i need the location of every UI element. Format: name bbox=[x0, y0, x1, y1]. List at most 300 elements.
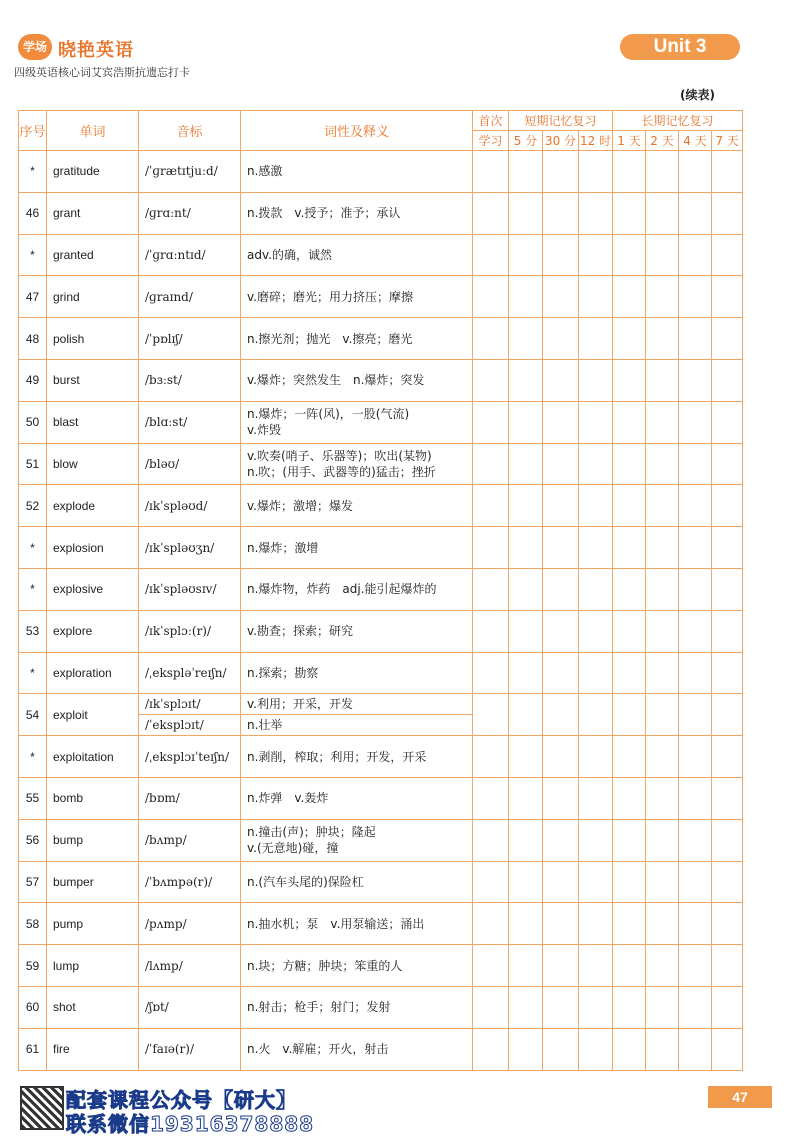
checkbox-cell[interactable] bbox=[473, 401, 509, 443]
checkbox-cell[interactable] bbox=[579, 192, 613, 234]
checkbox-cell[interactable] bbox=[543, 694, 579, 736]
checkbox-cell[interactable] bbox=[543, 401, 579, 443]
checkbox-cell[interactable] bbox=[613, 1028, 646, 1070]
table-row bbox=[19, 359, 743, 401]
checkbox-cell[interactable] bbox=[712, 234, 743, 276]
checkbox-cell[interactable] bbox=[579, 861, 613, 903]
checkbox-cell[interactable] bbox=[509, 610, 543, 652]
checkbox-cell[interactable] bbox=[509, 903, 543, 945]
checkbox-cell[interactable] bbox=[712, 401, 743, 443]
checkbox-cell[interactable] bbox=[646, 359, 679, 401]
table-row bbox=[19, 694, 743, 715]
checkbox-cell[interactable] bbox=[712, 736, 743, 778]
checkbox-cell[interactable] bbox=[712, 652, 743, 694]
header-word: 单词 bbox=[47, 111, 139, 151]
row-phonetic: /bləʊ/ bbox=[139, 443, 241, 485]
row-word: blast bbox=[47, 401, 139, 443]
checkbox-cell[interactable] bbox=[712, 318, 743, 360]
checkbox-cell[interactable] bbox=[712, 945, 743, 987]
row-phonetic: /ˈfaɪə(r)/ bbox=[139, 1028, 241, 1070]
meaning-line: n.探索；勘察 bbox=[247, 665, 319, 680]
row-word: pump bbox=[47, 903, 139, 945]
checkbox-cell[interactable] bbox=[646, 527, 679, 569]
header-index: 序号 bbox=[19, 111, 47, 151]
checkbox-cell[interactable] bbox=[473, 443, 509, 485]
checkbox-cell[interactable] bbox=[613, 192, 646, 234]
checkbox-cell[interactable] bbox=[579, 736, 613, 778]
checkbox-cell[interactable] bbox=[712, 443, 743, 485]
checkbox-cell[interactable] bbox=[509, 151, 543, 193]
checkbox-cell[interactable] bbox=[543, 610, 579, 652]
continued-label: (续表) bbox=[680, 88, 715, 102]
checkbox-cell[interactable] bbox=[509, 694, 543, 736]
checkbox-cell[interactable] bbox=[679, 777, 712, 819]
checkbox-cell[interactable] bbox=[613, 443, 646, 485]
checkbox-cell[interactable] bbox=[712, 527, 743, 569]
row-word: exploitation bbox=[47, 736, 139, 778]
row-phonetic: /bɜːst/ bbox=[139, 359, 241, 401]
row-number: 51 bbox=[19, 443, 47, 485]
row-number: 54 bbox=[19, 694, 47, 736]
checkbox-cell[interactable] bbox=[509, 318, 543, 360]
checkbox-cell[interactable] bbox=[679, 568, 712, 610]
checkbox-cell[interactable] bbox=[543, 945, 579, 987]
checkbox-cell[interactable] bbox=[646, 903, 679, 945]
checkbox-cell[interactable] bbox=[712, 819, 743, 861]
checkbox-cell[interactable] bbox=[579, 945, 613, 987]
row-phonetic: /blɑːst/ bbox=[139, 401, 241, 443]
checkbox-cell[interactable] bbox=[712, 568, 743, 610]
header-meaning: 词性及释义 bbox=[241, 111, 473, 151]
checkbox-cell[interactable] bbox=[646, 192, 679, 234]
checkbox-cell[interactable] bbox=[579, 1028, 613, 1070]
meaning-line: v.利用；开采，开发 bbox=[247, 697, 353, 712]
checkbox-cell[interactable] bbox=[646, 694, 679, 736]
row-meaning bbox=[241, 568, 473, 610]
checkbox-cell[interactable] bbox=[543, 652, 579, 694]
checkbox-cell[interactable] bbox=[509, 192, 543, 234]
checkbox-cell[interactable] bbox=[473, 151, 509, 193]
row-meaning bbox=[241, 443, 473, 485]
checkbox-cell[interactable] bbox=[543, 1028, 579, 1070]
checkbox-cell[interactable] bbox=[613, 819, 646, 861]
row-phonetic: /ɪkˈspləʊd/ bbox=[139, 485, 241, 527]
row-phonetic: /pʌmp/ bbox=[139, 903, 241, 945]
table-row bbox=[19, 819, 743, 861]
checkbox-cell[interactable] bbox=[509, 234, 543, 276]
checkbox-cell[interactable] bbox=[679, 610, 712, 652]
checkbox-cell[interactable] bbox=[579, 276, 613, 318]
row-word: grind bbox=[47, 276, 139, 318]
promo-line-2: 联系微信19316378888 bbox=[66, 1112, 315, 1136]
row-meaning bbox=[241, 318, 473, 360]
checkbox-cell[interactable] bbox=[613, 359, 646, 401]
row-phonetic: /ɪkˈspləʊsɪv/ bbox=[139, 568, 241, 610]
row-word: shot bbox=[47, 986, 139, 1028]
checkbox-cell[interactable] bbox=[509, 652, 543, 694]
page-number: 47 bbox=[708, 1086, 772, 1108]
checkbox-cell[interactable] bbox=[543, 443, 579, 485]
header-short-30min: 30 分 bbox=[543, 131, 579, 151]
row-phonetic: /lʌmp/ bbox=[139, 945, 241, 987]
row-phonetic: /ʃɒt/ bbox=[139, 986, 241, 1028]
checkbox-cell[interactable] bbox=[509, 1028, 543, 1070]
checkbox-cell[interactable] bbox=[613, 610, 646, 652]
checkbox-cell[interactable] bbox=[679, 485, 712, 527]
checkbox-cell[interactable] bbox=[613, 527, 646, 569]
checkbox-cell[interactable] bbox=[473, 359, 509, 401]
row-word: blow bbox=[47, 443, 139, 485]
row-phonetic: /ɪkˈsplɔː(r)/ bbox=[139, 610, 241, 652]
checkbox-cell[interactable] bbox=[473, 861, 509, 903]
row-number: 59 bbox=[19, 945, 47, 987]
row-word: gratitude bbox=[47, 151, 139, 193]
meaning-line: v.爆炸；激增；爆发 bbox=[247, 498, 353, 513]
row-meaning bbox=[241, 861, 473, 903]
checkbox-cell[interactable] bbox=[613, 861, 646, 903]
row-meaning bbox=[241, 777, 473, 819]
row-meaning bbox=[241, 151, 473, 193]
checkbox-cell[interactable] bbox=[473, 1028, 509, 1070]
meaning-line: n.抽水机；泵 v.用泵输送；涌出 bbox=[247, 916, 425, 931]
header-long-1d: 1 天 bbox=[613, 131, 646, 151]
table-row bbox=[19, 610, 743, 652]
checkbox-cell[interactable] bbox=[509, 443, 543, 485]
checkbox-cell[interactable] bbox=[509, 485, 543, 527]
row-number: * bbox=[19, 568, 47, 610]
meaning-line: n.拨款 v.授予；准予；承认 bbox=[247, 206, 401, 221]
checkbox-cell[interactable] bbox=[543, 485, 579, 527]
checkbox-cell[interactable] bbox=[613, 777, 646, 819]
checkbox-cell[interactable] bbox=[613, 401, 646, 443]
row-number: 60 bbox=[19, 986, 47, 1028]
header-first-sub: 学习 bbox=[473, 131, 509, 151]
checkbox-cell[interactable] bbox=[473, 527, 509, 569]
checkbox-cell[interactable] bbox=[712, 276, 743, 318]
qr-code-icon bbox=[20, 1086, 64, 1130]
checkbox-cell[interactable] bbox=[646, 234, 679, 276]
header-short-review: 短期记忆复习 bbox=[509, 111, 613, 131]
checkbox-cell[interactable] bbox=[473, 192, 509, 234]
checkbox-cell[interactable] bbox=[473, 568, 509, 610]
meaning-line: n.擦光剂；抛光 v.擦亮；磨光 bbox=[247, 331, 413, 346]
row-word: granted bbox=[47, 234, 139, 276]
checkbox-cell[interactable] bbox=[543, 527, 579, 569]
brand-name: 晓艳英语 bbox=[58, 40, 134, 61]
checkbox-cell[interactable] bbox=[613, 151, 646, 193]
checkbox-cell[interactable] bbox=[579, 443, 613, 485]
checkbox-cell[interactable] bbox=[613, 694, 646, 736]
checkbox-cell[interactable] bbox=[679, 151, 712, 193]
row-phonetic: /ɪkˈspləʊʒn/ bbox=[139, 527, 241, 569]
checkbox-cell[interactable] bbox=[473, 276, 509, 318]
row-number: 46 bbox=[19, 192, 47, 234]
row-phonetic: /ɡrɑːnt/ bbox=[139, 192, 241, 234]
checkbox-cell[interactable] bbox=[679, 234, 712, 276]
checkbox-cell[interactable] bbox=[509, 777, 543, 819]
meaning-line: n.爆炸物，炸药 adj.能引起爆炸的 bbox=[247, 582, 437, 597]
checkbox-cell[interactable] bbox=[473, 694, 509, 736]
checkbox-cell[interactable] bbox=[646, 568, 679, 610]
checkbox-cell[interactable] bbox=[579, 986, 613, 1028]
row-number: 48 bbox=[19, 318, 47, 360]
row-phonetic: /ˌeksplɔɪˈteɪʃn/ bbox=[139, 736, 241, 778]
checkbox-cell[interactable] bbox=[679, 318, 712, 360]
checkbox-cell[interactable] bbox=[646, 945, 679, 987]
checkbox-cell[interactable] bbox=[646, 986, 679, 1028]
table-row bbox=[19, 318, 743, 360]
checkbox-cell[interactable] bbox=[579, 401, 613, 443]
checkbox-cell[interactable] bbox=[712, 359, 743, 401]
header-long-2d: 2 天 bbox=[646, 131, 679, 151]
checkbox-cell[interactable] bbox=[543, 192, 579, 234]
checkbox-cell[interactable] bbox=[509, 819, 543, 861]
table-row bbox=[19, 151, 743, 193]
checkbox-cell[interactable] bbox=[579, 359, 613, 401]
meaning-line: n.(汽车头尾的)保险杠 bbox=[247, 874, 364, 889]
checkbox-cell[interactable] bbox=[579, 234, 613, 276]
row-word: exploration bbox=[47, 652, 139, 694]
checkbox-cell[interactable] bbox=[646, 819, 679, 861]
checkbox-cell[interactable] bbox=[509, 527, 543, 569]
checkbox-cell[interactable] bbox=[679, 192, 712, 234]
checkbox-cell[interactable] bbox=[646, 1028, 679, 1070]
checkbox-cell[interactable] bbox=[646, 861, 679, 903]
checkbox-cell[interactable] bbox=[646, 610, 679, 652]
checkbox-cell[interactable] bbox=[613, 568, 646, 610]
row-meaning bbox=[241, 986, 473, 1028]
meaning-line: v.勘查；探索；研究 bbox=[247, 624, 353, 639]
checkbox-cell[interactable] bbox=[613, 234, 646, 276]
checkbox-cell[interactable] bbox=[543, 151, 579, 193]
checkbox-cell[interactable] bbox=[543, 986, 579, 1028]
checkbox-cell[interactable] bbox=[712, 777, 743, 819]
checkbox-cell[interactable] bbox=[679, 694, 712, 736]
checkbox-cell[interactable] bbox=[712, 986, 743, 1028]
checkbox-cell[interactable] bbox=[579, 694, 613, 736]
row-phonetic: /bʌmp/ bbox=[139, 819, 241, 861]
row-phonetic: /ˈɡrætɪtjuːd/ bbox=[139, 151, 241, 193]
row-phonetic: /ɪkˈsplɔɪt/ bbox=[139, 694, 241, 715]
checkbox-cell[interactable] bbox=[543, 318, 579, 360]
checkbox-cell[interactable] bbox=[509, 861, 543, 903]
row-phonetic: /bɒm/ bbox=[139, 777, 241, 819]
row-number: * bbox=[19, 151, 47, 193]
row-word: bumper bbox=[47, 861, 139, 903]
checkbox-cell[interactable] bbox=[613, 485, 646, 527]
checkbox-cell[interactable] bbox=[543, 568, 579, 610]
checkbox-cell[interactable] bbox=[543, 903, 579, 945]
header-first: 首次 bbox=[473, 111, 509, 131]
meaning-line: v.炸毁 bbox=[247, 423, 281, 438]
checkbox-cell[interactable] bbox=[712, 1028, 743, 1070]
meaning-line: n.剥削，榨取；利用；开发，开采 bbox=[247, 749, 427, 764]
checkbox-cell[interactable] bbox=[712, 861, 743, 903]
checkbox-cell[interactable] bbox=[579, 903, 613, 945]
checkbox-cell[interactable] bbox=[679, 443, 712, 485]
checkbox-cell[interactable] bbox=[712, 694, 743, 736]
checkbox-cell[interactable] bbox=[579, 652, 613, 694]
checkbox-cell[interactable] bbox=[543, 736, 579, 778]
table-row bbox=[19, 568, 743, 610]
row-phonetic: /ˌekspləˈreɪʃn/ bbox=[139, 652, 241, 694]
table-row bbox=[19, 401, 743, 443]
checkbox-cell[interactable] bbox=[712, 151, 743, 193]
checkbox-cell[interactable] bbox=[613, 986, 646, 1028]
row-number: 50 bbox=[19, 401, 47, 443]
checkbox-cell[interactable] bbox=[579, 610, 613, 652]
row-meaning bbox=[241, 715, 473, 736]
checkbox-cell[interactable] bbox=[509, 359, 543, 401]
checkbox-cell[interactable] bbox=[679, 819, 712, 861]
vocabulary-table-wrap bbox=[18, 110, 742, 1070]
row-word: bomb bbox=[47, 777, 139, 819]
row-word: burst bbox=[47, 359, 139, 401]
row-meaning bbox=[241, 694, 473, 715]
row-phonetic: /ˈɡrɑːntɪd/ bbox=[139, 234, 241, 276]
checkbox-cell[interactable] bbox=[712, 485, 743, 527]
checkbox-cell[interactable] bbox=[473, 986, 509, 1028]
table-row bbox=[19, 485, 743, 527]
checkbox-cell[interactable] bbox=[473, 903, 509, 945]
checkbox-cell[interactable] bbox=[473, 318, 509, 360]
checkbox-cell[interactable] bbox=[679, 736, 712, 778]
meaning-line: v.磨碎；磨光；用力挤压；摩擦 bbox=[247, 289, 413, 304]
checkbox-cell[interactable] bbox=[646, 151, 679, 193]
meaning-line: n.爆炸；激增 bbox=[247, 540, 319, 555]
meaning-line: n.爆炸；一阵(风)，一股(气流) bbox=[247, 407, 410, 422]
checkbox-cell[interactable] bbox=[473, 652, 509, 694]
checkbox-cell[interactable] bbox=[613, 903, 646, 945]
checkbox-cell[interactable] bbox=[543, 861, 579, 903]
checkbox-cell[interactable] bbox=[646, 318, 679, 360]
checkbox-cell[interactable] bbox=[679, 945, 712, 987]
checkbox-cell[interactable] bbox=[712, 610, 743, 652]
checkbox-cell[interactable] bbox=[579, 568, 613, 610]
checkbox-cell[interactable] bbox=[613, 652, 646, 694]
row-number: * bbox=[19, 652, 47, 694]
row-number: 57 bbox=[19, 861, 47, 903]
header-long-4d: 4 天 bbox=[679, 131, 712, 151]
row-number: 49 bbox=[19, 359, 47, 401]
checkbox-cell[interactable] bbox=[509, 568, 543, 610]
checkbox-cell[interactable] bbox=[646, 736, 679, 778]
row-phonetic: /ˈpɒlɪʃ/ bbox=[139, 318, 241, 360]
checkbox-cell[interactable] bbox=[579, 777, 613, 819]
checkbox-cell[interactable] bbox=[646, 443, 679, 485]
checkbox-cell[interactable] bbox=[613, 318, 646, 360]
checkbox-cell[interactable] bbox=[579, 318, 613, 360]
meaning-line: v.吹奏(哨子、乐器等)；吹出(某物) bbox=[247, 448, 432, 463]
checkbox-cell[interactable] bbox=[613, 736, 646, 778]
checkbox-cell[interactable] bbox=[543, 276, 579, 318]
meaning-line: n.炸弹 v.轰炸 bbox=[247, 791, 329, 806]
table-row bbox=[19, 945, 743, 987]
checkbox-cell[interactable] bbox=[509, 945, 543, 987]
checkbox-cell[interactable] bbox=[579, 819, 613, 861]
meaning-line: n.吹；(用手、武器等的)猛击；挫折 bbox=[247, 464, 436, 479]
checkbox-cell[interactable] bbox=[646, 276, 679, 318]
checkbox-cell[interactable] bbox=[679, 903, 712, 945]
checkbox-cell[interactable] bbox=[646, 401, 679, 443]
checkbox-cell[interactable] bbox=[473, 736, 509, 778]
checkbox-cell[interactable] bbox=[543, 777, 579, 819]
row-word: grant bbox=[47, 192, 139, 234]
checkbox-cell[interactable] bbox=[509, 401, 543, 443]
checkbox-cell[interactable] bbox=[679, 861, 712, 903]
header-long-review: 长期记忆复习 bbox=[613, 111, 743, 131]
checkbox-cell[interactable] bbox=[543, 359, 579, 401]
row-phonetic: /ɡraɪnd/ bbox=[139, 276, 241, 318]
row-meaning bbox=[241, 652, 473, 694]
row-phonetic: /ˈbʌmpə(r)/ bbox=[139, 861, 241, 903]
table-row bbox=[19, 443, 743, 485]
row-meaning bbox=[241, 1028, 473, 1070]
checkbox-cell[interactable] bbox=[646, 485, 679, 527]
checkbox-cell[interactable] bbox=[473, 234, 509, 276]
checkbox-cell[interactable] bbox=[679, 359, 712, 401]
row-number: 61 bbox=[19, 1028, 47, 1070]
checkbox-cell[interactable] bbox=[509, 276, 543, 318]
row-number: 56 bbox=[19, 819, 47, 861]
checkbox-cell[interactable] bbox=[579, 151, 613, 193]
checkbox-cell[interactable] bbox=[712, 192, 743, 234]
checkbox-cell[interactable] bbox=[679, 986, 712, 1028]
row-meaning bbox=[241, 610, 473, 652]
checkbox-cell[interactable] bbox=[679, 527, 712, 569]
row-word: explosive bbox=[47, 568, 139, 610]
checkbox-cell[interactable] bbox=[579, 527, 613, 569]
checkbox-cell[interactable] bbox=[679, 652, 712, 694]
checkbox-cell[interactable] bbox=[646, 652, 679, 694]
brand-logo: 学场 bbox=[18, 34, 52, 60]
checkbox-cell[interactable] bbox=[712, 903, 743, 945]
checkbox-cell[interactable] bbox=[473, 777, 509, 819]
meaning-line: n.火 v.解雇；开火，射击 bbox=[247, 1042, 389, 1057]
checkbox-cell[interactable] bbox=[543, 234, 579, 276]
row-word: fire bbox=[47, 1028, 139, 1070]
checkbox-cell[interactable] bbox=[473, 945, 509, 987]
row-meaning bbox=[241, 903, 473, 945]
checkbox-cell[interactable] bbox=[509, 736, 543, 778]
checkbox-cell[interactable] bbox=[473, 819, 509, 861]
vocabulary-table bbox=[18, 110, 743, 1071]
checkbox-cell[interactable] bbox=[679, 276, 712, 318]
book-subtitle: 四级英语核心词艾宾浩斯抗遗忘打卡 bbox=[14, 66, 190, 79]
checkbox-cell[interactable] bbox=[679, 401, 712, 443]
row-number: 58 bbox=[19, 903, 47, 945]
checkbox-cell[interactable] bbox=[613, 945, 646, 987]
checkbox-cell[interactable] bbox=[679, 1028, 712, 1070]
checkbox-cell[interactable] bbox=[473, 610, 509, 652]
promo-line-1: 配套课程公众号【研大】 bbox=[66, 1088, 297, 1112]
unit-tab: Unit 3 bbox=[620, 34, 740, 60]
row-meaning bbox=[241, 401, 473, 443]
checkbox-cell[interactable] bbox=[473, 485, 509, 527]
row-meaning bbox=[241, 485, 473, 527]
row-word: bump bbox=[47, 819, 139, 861]
checkbox-cell[interactable] bbox=[509, 986, 543, 1028]
checkbox-cell[interactable] bbox=[543, 819, 579, 861]
meaning-line: n.感激 bbox=[247, 164, 283, 179]
checkbox-cell[interactable] bbox=[646, 777, 679, 819]
meaning-line: n.块；方糖；肿块；笨重的人 bbox=[247, 958, 403, 973]
table-row bbox=[19, 986, 743, 1028]
checkbox-cell[interactable] bbox=[579, 485, 613, 527]
row-number: 47 bbox=[19, 276, 47, 318]
checkbox-cell[interactable] bbox=[613, 276, 646, 318]
table-row bbox=[19, 903, 743, 945]
